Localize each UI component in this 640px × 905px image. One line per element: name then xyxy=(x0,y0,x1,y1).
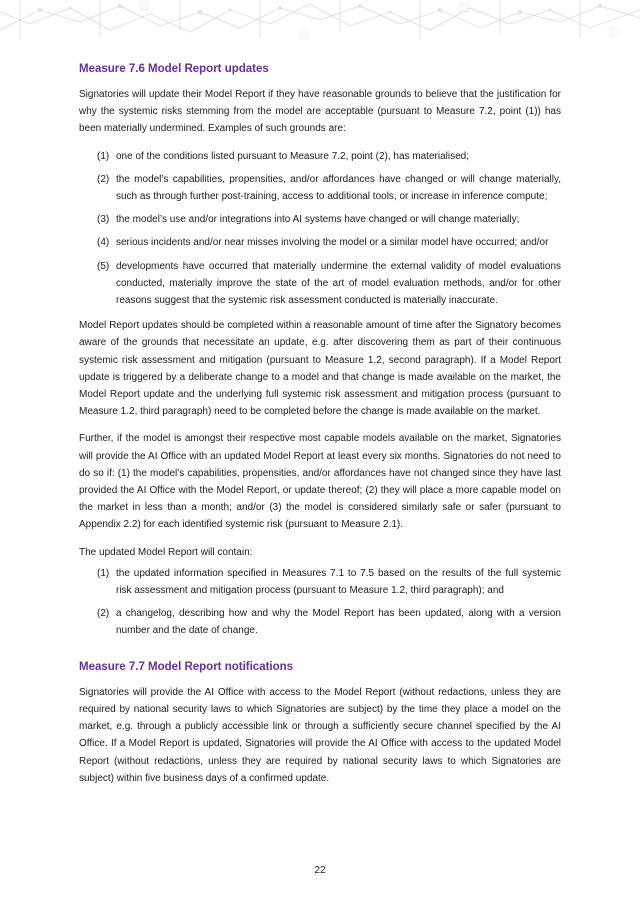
list-number: (1) xyxy=(97,567,110,579)
list-item-text: the model’s capabilities, propensities, and/or affordances have changed or will change materially, such as through further post-training, access to additional tools, or increase in inference compute; xyxy=(116,173,561,203)
section-7-6-intro: Signatories will update their Model Report if they have reasonable grounds to believe that the justification for why the systemic risks stemming from the model are acceptable (pursuant to Measure 7.2, point (1)) has been materially undermined. Examples of such grounds are: xyxy=(79,89,561,135)
list-number: (2) xyxy=(97,173,110,185)
list-number: (1) xyxy=(97,150,110,162)
list-item-text: the updated information specified in Measures 7.1 to 7.5 based on the results of the full systemic risk assessment and mitigation process (pursuant to Measure 1.2, third paragraph); and xyxy=(116,567,561,597)
page-content xyxy=(79,60,561,797)
grounds-list xyxy=(79,148,561,310)
list-item xyxy=(79,148,561,165)
list-item xyxy=(79,211,561,228)
list-number: (3) xyxy=(97,214,110,226)
list-item xyxy=(79,258,561,310)
update-timing-paragraph: Model Report updates should be completed within a reasonable amount of time after the Signatory becomes aware of the grounds that necessitate an update, e.g. after discovering them as part of their continuous systemic risk assessment and mitigation (pursuant to Measure 1.2, second paragraph). If a Model Report update is triggered by a deliberate change to a model and that change is made available on the market, the Model Report update and the underlying full systemic risk assessment and mitigation process (pursuant to Measure 1.2, third paragraph) need to be completed before the change is made available on the market. xyxy=(79,320,561,418)
updated-report-contents-intro: The updated Model Report will contain: xyxy=(79,546,253,558)
list-item-text: the model’s use and/or integrations into AI systems have changed or will change materially; xyxy=(116,214,520,226)
section-heading-7-7: Measure 7.7 Model Report notifications xyxy=(79,660,294,673)
page-number: 22 xyxy=(314,865,326,876)
list-item-text: serious incidents and/or near misses involving the model or a similar model have occurred; and/or xyxy=(116,237,549,249)
list-item-text: one of the conditions listed pursuant to Measure 7.2, point (2), has materialised; xyxy=(116,150,469,162)
six-month-update-paragraph: Further, if the model is amongst their respective most capable models available on the market, Signatories will provide the AI Office with an updated Model Report at least every six months. Signatories do not need to do so if: (1) the model’s capabilities, propensities, and/or affordances have not changed since they have last provided the AI Office with the Model Report, or update thereof; (2) they will place a more capable model on the market in less than a month; and/or (3) the model is considered similarly safe or safer (pursuant to Appendix 2.2) for each identified systemic risk (pursuant to Measure 2.1). xyxy=(79,433,561,531)
list-item xyxy=(79,605,561,639)
list-item-text: a changelog, describing how and why the Model Report has been updated, along with a version number and the date of change. xyxy=(116,608,561,637)
list-number: (2) xyxy=(97,608,110,620)
section-heading-7-6: Measure 7.6 Model Report updates xyxy=(79,63,269,75)
list-number: (5) xyxy=(97,260,110,272)
header-decoration xyxy=(0,0,640,46)
updated-report-contents-list xyxy=(79,565,561,640)
list-item xyxy=(79,565,561,599)
list-item-text: developments have occurred that materially undermine the external validity of model evaluations conducted, materially improve the state of the art of model evaluation methods, and/or for other reasons suggest that the systemic risk assessment conducted is materially inaccurate. xyxy=(116,260,561,307)
section-7-7-paragraph: Signatories will provide the AI Office with access to the Model Report (without redactions, unless they are required by national security laws to which Signatories are subject) by the time they place a model on the market, e.g. through a publicly accessible link or through a sufficiently secure channel specified by the AI Office. If a Model Report is updated, Signatories will provide the AI Office with access to the updated Model Report (without redactions, unless they are required by national security laws to which Signatories are subject) within five business days of a confirmed update. xyxy=(79,686,561,784)
list-item xyxy=(79,171,561,205)
list-item xyxy=(79,234,561,251)
list-number: (4) xyxy=(97,237,110,249)
